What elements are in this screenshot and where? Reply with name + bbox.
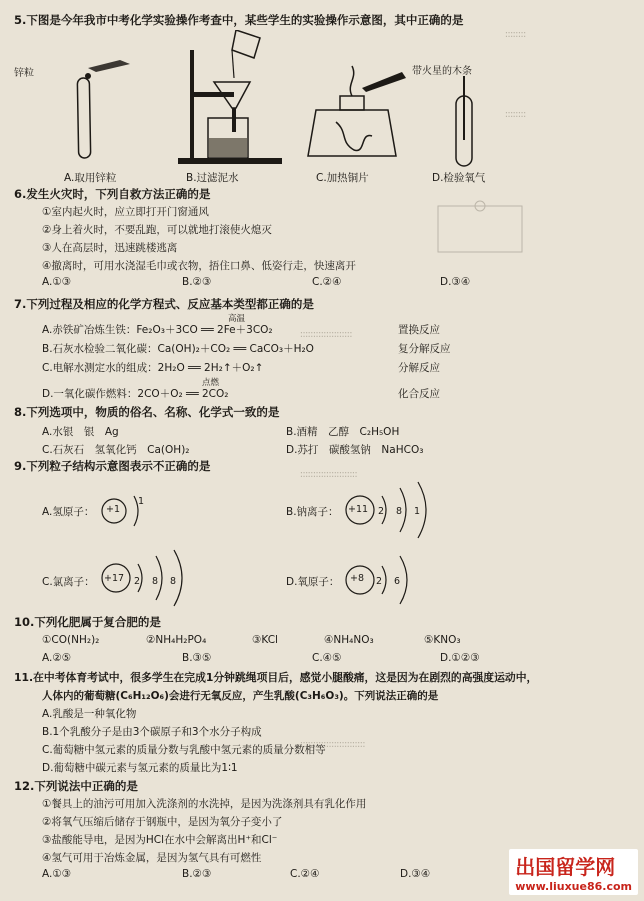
question-7-stem: 7.下列过程及相应的化学方程式、反应基本类型都正确的是 [14, 297, 314, 311]
question-8-stem: 8.下列选项中，物质的俗名、名称、化学式一致的是 [14, 405, 280, 419]
q6-option-a: A.①③ [42, 276, 72, 288]
q8-option-d: D.苏打 碳酸氢钠 NaHCO₃ [286, 444, 424, 456]
q5-option-a: A.取用锌粒 [64, 172, 117, 184]
bleed-through-text: ∶∶∶∶∶∶∶∶ [505, 110, 526, 121]
q6-option-c: C.②④ [312, 276, 342, 288]
q12-option-d: D.③④ [400, 868, 431, 880]
q9-c-shell-3: 8 [170, 576, 177, 587]
q6-item-1: ①室内起火时，应立即打开门窗通风 [42, 206, 209, 218]
q8-option-a: A.水银 银 Ag [42, 426, 119, 438]
question-9-stem: 9.下列粒子结构示意图表示不正确的是 [14, 459, 211, 473]
bleed-through-text: ∶∶∶∶∶∶∶∶∶∶∶∶∶∶∶∶∶∶∶∶ [300, 330, 353, 341]
q10-option-c: C.④⑤ [312, 652, 342, 664]
q9-c-nucleus: +17 [104, 573, 125, 584]
q10-item-2: ②NH₄H₂PO₄ [146, 634, 207, 646]
q5-option-c: C.加热铜片 [316, 172, 369, 184]
q9-b-shell-1: 2 [378, 506, 385, 517]
test-tube-zinc-illustration [30, 38, 140, 166]
heating-copper-illustration [296, 60, 408, 166]
q7-row-b: B.石灰水检验二氧化碳：Ca(OH)₂＋CO₂ ══ CaCO₃＋H₂O [42, 343, 314, 355]
splint-label: 带火星的木条 [412, 66, 472, 77]
q5-option-b: B.过滤泥水 [186, 172, 239, 184]
bleed-through-text: ∶∶∶∶∶∶∶∶ [505, 30, 526, 41]
q9-c-shell-1: 2 [134, 576, 141, 587]
watermark-url: www.liuxue86.com [515, 880, 632, 893]
q10-item-3: ③KCl [252, 634, 278, 646]
q7-d-condition: 点燃 [202, 378, 220, 388]
q9-d-shell-1: 2 [376, 576, 383, 587]
q9-b-nucleus: +11 [348, 504, 369, 515]
q7-row-d: D.一氧化碳作燃料：2CO＋O₂ ══ 2CO₂ [42, 388, 229, 400]
bleed-through-text: ∶∶∶∶∶∶∶∶∶∶∶∶∶∶∶∶∶∶∶∶∶∶ [300, 470, 358, 481]
q6-item-3: ③人在高层时，迅速跳楼逃离 [42, 242, 178, 254]
q9-a-shell-1: 1 [138, 496, 145, 507]
q10-option-b: B.③⑤ [182, 652, 212, 664]
q6-item-2: ②身上着火时，不要乱跑，可以就地打滚使火熄灭 [42, 224, 272, 236]
q7-a-condition: 高温 [228, 314, 246, 324]
zinc-label: 锌粒 [14, 68, 34, 79]
q12-option-b: B.②③ [182, 868, 212, 880]
q9-b-shell-3: 1 [414, 506, 421, 517]
q9-option-a: A.氢原子： [42, 506, 95, 518]
q9-option-d: D.氧原子： [286, 576, 340, 588]
q12-item-1: ①餐具上的油污可用加入洗涤剂的水洗掉，是因为洗涤剂具有乳化作用 [42, 798, 367, 810]
q7-row-a-type: 置换反应 [398, 324, 440, 336]
question-11-stem-line-2: 人体内的葡萄糖(C₆H₁₂O₆)会进行无氧反应，产生乳酸(C₃H₆O₃)。下列说法正确的是 [42, 690, 439, 702]
q10-item-1: ①CO(NH₂)₂ [42, 634, 100, 646]
q10-item-4: ④NH₄NO₃ [324, 634, 374, 646]
q7-row-d-type: 化合反应 [398, 388, 440, 400]
question-11-stem-line-1: 11.在中考体育考试中，很多学生在完成1分钟跳绳项目后，感觉小腿酸痛，这是因为在剧烈的高强度运动中， [14, 671, 538, 684]
q9-b-shell-2: 8 [396, 506, 403, 517]
q10-item-5: ⑤KNO₃ [424, 634, 461, 646]
q9-a-nucleus: +1 [106, 504, 121, 515]
question-10-stem: 10.下列化肥属于复合肥的是 [14, 615, 161, 629]
q6-option-b: B.②③ [182, 276, 212, 288]
q9-d-nucleus: +8 [350, 573, 365, 584]
q7-row-a: A.赤铁矿冶炼生铁：Fe₂O₃＋3CO ══ 2Fe＋3CO₂ [42, 324, 273, 336]
bleed-through-diagram [430, 196, 530, 266]
q8-option-c: C.石灰石 氢氧化钙 Ca(OH)₂ [42, 444, 190, 456]
q11-option-a: A.乳酸是一种氧化物 [42, 708, 137, 720]
q7-row-c-type: 分解反应 [398, 362, 440, 374]
question-5-stem: 5.下图是今年我市中考化学实验操作考查中，某些学生的实验操作示意图，其中正确的是 [14, 13, 464, 27]
q11-option-d: D.葡萄糖中碳元素与氢元素的质量比为1∶1 [42, 762, 238, 774]
question-6-stem: 6.发生火灾时，下列自救方法正确的是 [14, 187, 211, 201]
q5-option-d: D.检验氧气 [432, 172, 486, 184]
q9-c-shell-2: 8 [152, 576, 159, 587]
bleed-through-text: ∶∶∶∶∶∶∶∶∶∶∶∶∶∶∶∶∶∶∶∶∶∶∶∶∶ [300, 740, 366, 751]
q12-item-2: ②将氧气压缩后储存于钢瓶中，是因为氧分子变小了 [42, 816, 283, 828]
filtration-illustration [170, 30, 290, 166]
q10-option-d: D.①②③ [440, 652, 480, 664]
q10-option-a: A.②⑤ [42, 652, 72, 664]
q11-option-c: C.葡萄糖中氢元素的质量分数与乳酸中氢元素的质量分数相等 [42, 744, 326, 756]
question-12-stem: 12.下列说法中正确的是 [14, 779, 138, 793]
hydrogen-atom-diagram [96, 486, 156, 536]
q8-option-b: B.酒精 乙醇 C₂H₅OH [286, 426, 400, 438]
q11-option-b: B.1个乳酸分子是由3个碳原子和3个水分子构成 [42, 726, 262, 738]
q6-option-d: D.③④ [440, 276, 471, 288]
q12-item-4: ④氢气可用于冶炼金属，是因为氢气具有可燃性 [42, 852, 262, 864]
q12-option-c: C.②④ [290, 868, 320, 880]
watermark-name: 出国留学网 [515, 855, 616, 879]
oxygen-test-illustration [440, 76, 490, 168]
q12-option-a: A.①③ [42, 868, 72, 880]
q9-option-b: B.钠离子： [286, 506, 339, 518]
q7-row-b-type: 复分解反应 [398, 343, 451, 355]
q7-row-c: C.电解水测定水的组成：2H₂O ══ 2H₂↑＋O₂↑ [42, 362, 264, 374]
site-watermark [509, 849, 638, 895]
q6-item-4: ④撤离时，可用水浇湿毛巾或衣物，捂住口鼻、低姿行走，快速离开 [42, 260, 356, 272]
q9-d-shell-2: 6 [394, 576, 401, 587]
q12-item-3: ③盐酸能导电，是因为HCl在水中会解离出H⁺和Cl⁻ [42, 834, 278, 846]
q9-option-c: C.氯离子： [42, 576, 95, 588]
